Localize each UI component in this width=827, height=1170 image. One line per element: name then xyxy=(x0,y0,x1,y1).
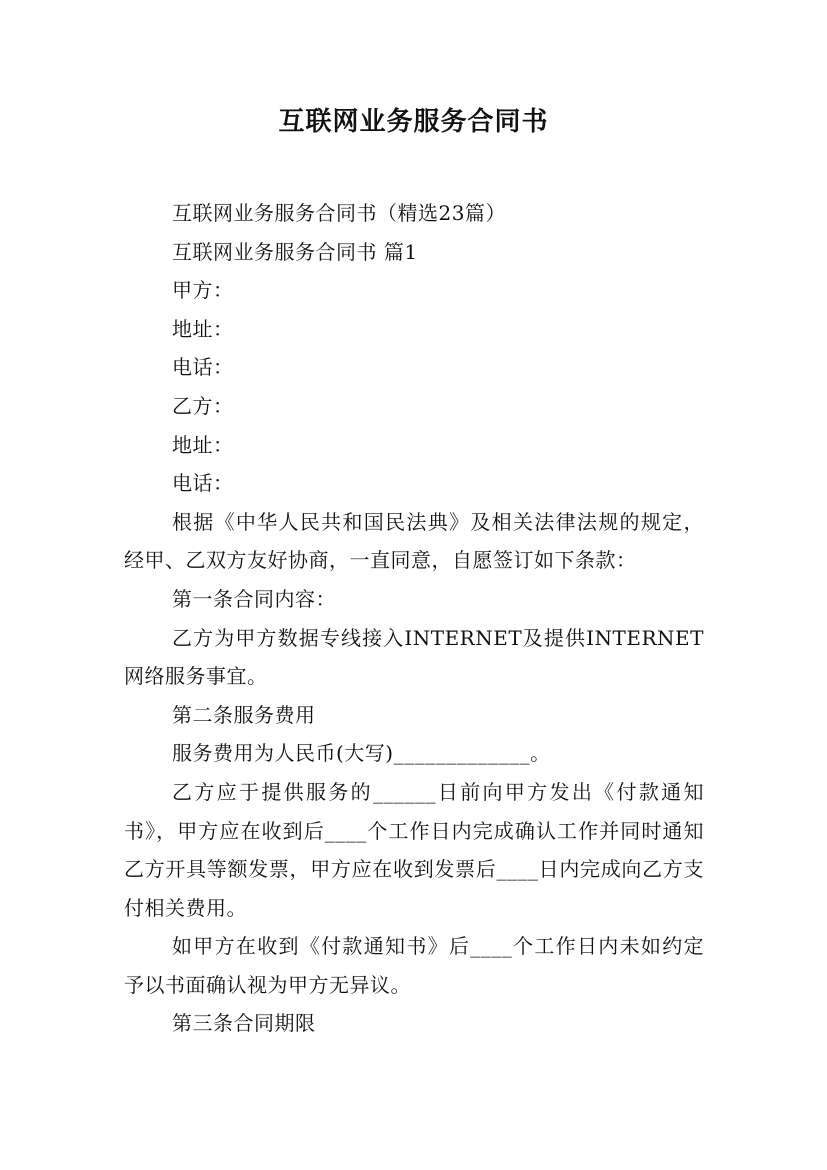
party-a-label: 甲方： xyxy=(172,278,234,303)
section-heading: 互联网业务服务合同书 篇1 xyxy=(172,239,418,264)
document-subtitle: 互联网业务服务合同书（精选23篇） xyxy=(172,201,506,225)
payment-notice-paragraph: 乙方应于提供服务的______日前向甲方发出《付款通知书》，甲方应在收到后____个工作日内完成确认工作并同时通知乙方开具等额发票，甲方应在收到发票后____日内完成向乙方支付相关费用。 xyxy=(124,779,704,920)
party-b-label: 乙方： xyxy=(172,393,234,418)
article-1-paragraph: 乙方为甲方数据专线接入INTERNET及提供INTERNET网络服务事宜。 xyxy=(124,625,704,689)
document-body xyxy=(124,194,704,1043)
article-2-heading: 第二条服务费用 xyxy=(172,702,316,727)
confirmation-paragraph: 如甲方在收到《付款通知书》后____个工作日内未如约定予以书面确认视为甲方无异议。 xyxy=(124,934,704,997)
article-1-heading: 第一条合同内容： xyxy=(172,586,336,611)
preamble-paragraph: 根据《中华人民共和国民法典》及相关法律法规的规定，经甲、乙双方友好协商，一直同意，自愿签订如下条款： xyxy=(124,509,704,573)
article-3-heading: 第三条合同期限 xyxy=(172,1011,316,1036)
document-title: 互联网业务服务合同书 xyxy=(278,107,549,137)
party-a-address-label: 地址： xyxy=(172,316,234,341)
party-a-phone-label: 电话： xyxy=(172,355,234,380)
service-fee-paragraph: 服务费用为人民币(大写)_____________。 xyxy=(172,741,551,766)
party-b-address-label: 地址： xyxy=(172,432,234,457)
party-b-phone-label: 电话： xyxy=(172,471,234,496)
